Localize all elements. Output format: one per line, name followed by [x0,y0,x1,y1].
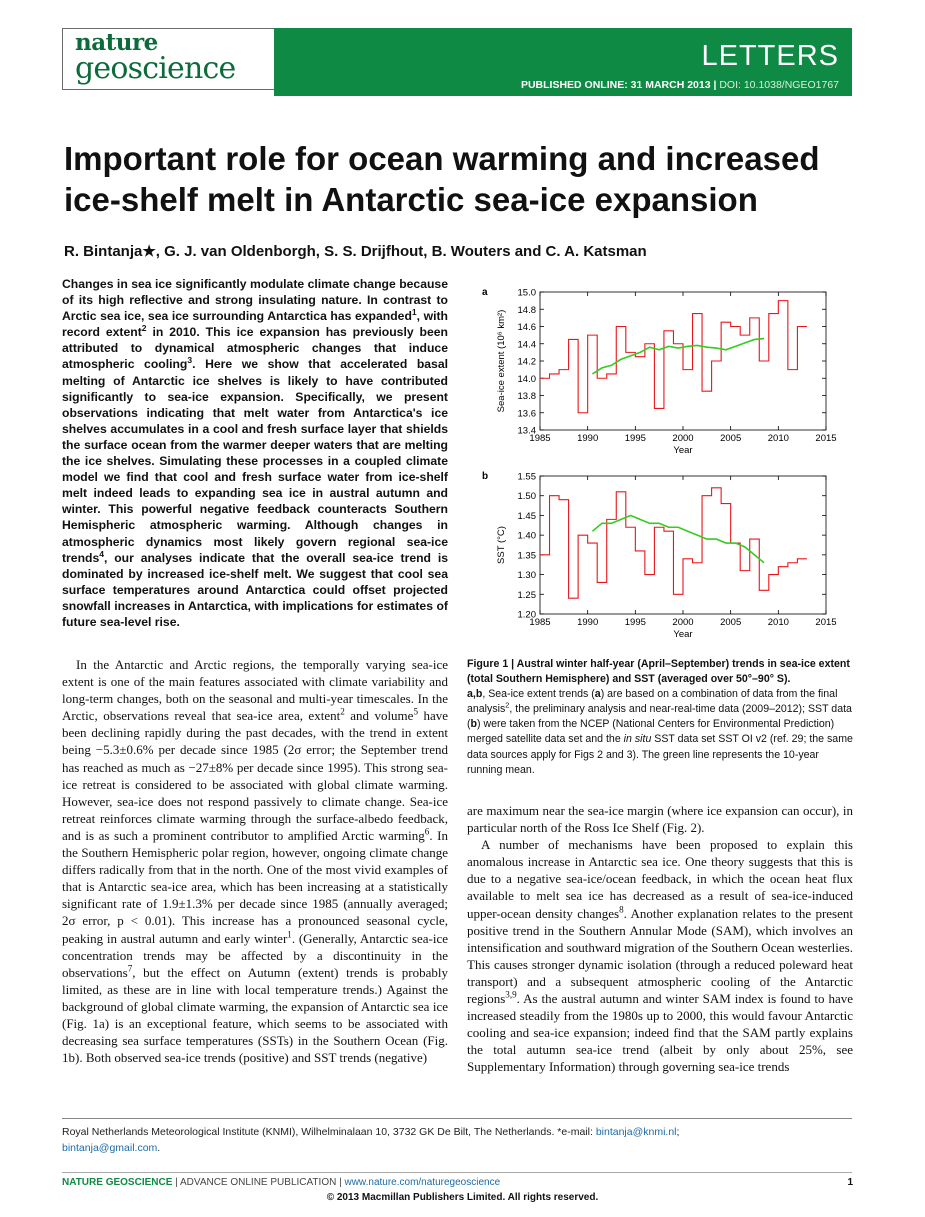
author-list: R. Bintanja★, G. J. van Oldenborgh, S. S. Drijfhout, B. Wouters and C. A. Katsman [64,243,647,260]
page-footer [62,1177,500,1188]
y-tick-label: 1.35 [517,550,536,562]
abstract-text: , with record extent [62,309,448,340]
panel-b [482,471,837,640]
footnote-divider [62,1118,852,1119]
series-annual-step-line [540,488,807,598]
body-text: have been declining rapidly during the past decades, with the trend in extent being −5.3±0.6% per decade since 1985 (2σ error; the September trend has reached as much as −27±8% per decade since 1995). This strong sea-ice retreat is considered to be associated with global climate warming. However, sea-ice does not respond passively to climate change. Sea-ice retreat reinforces climate warming through the surface-albedo feedback, and is as such a prominent contributor to amplified Arctic warming [62,708,449,843]
y-axis-label: SST (°C) [496,526,507,564]
body-text: . Another explanation relates to the present positive trend in the Southern Annular Mode (SAM), which involves an intensification and southward migration of the Southern Ocean westerlies. This causes stronger dynamic isolation (through a reduced poleward heat transport) and a subsequent atmospheric cooling of the Antarctic regions [467,905,853,1007]
abstract-text: , our analyses indicate that the overall sea-ice trend is dominated by increased ice-shelf melt. We suggest that cool sea surface temperatures around Antarctica could offset projected snowfall increases in Antarctica, with implications for estimates of future sea-level rise. [62,550,448,629]
separator: ; [676,1126,680,1138]
y-tick-label: 1.25 [517,589,536,601]
y-axis-label: Sea-ice extent (10⁶ km²) [496,309,507,413]
caption-title: Figure 1 | Austral winter half-year (April–September) trends in sea-ice extent (total Southern Hemisphere) and SST (averaged over 50°–90° S). [467,658,850,686]
body-text: In the Antarctic and Arctic regions, the temporally varying sea-ice extent is one of the main features associated with climate variability and long-term changes, both on the seasonal and multi-year timescales. In the Arctic, observations reveal that sea-ice area, extent [62,657,448,724]
body-text: and volume [344,708,414,724]
doi-link[interactable]: DOI: 10.1038/NGEO1767 [719,79,839,91]
y-tick-label: 1.40 [517,530,536,542]
published-date: PUBLISHED ONLINE: 31 MARCH 2013 [520,79,711,91]
y-tick-label: 1.20 [517,609,536,621]
x-tick-label: 1985 [529,433,551,444]
body-column-left [62,656,448,1066]
copyright-notice: © 2013 Macmillan Publishers Limited. All rights reserved. [326,1192,599,1203]
x-tick-label: 2000 [672,433,694,444]
y-tick-label: 14.0 [517,373,536,385]
x-tick-label: 2005 [720,617,742,628]
body-text: , but the effect on Autumn (extent) trends is probably limited, as these are in line with local temperature trends.) Against the background of global climate warming, the expansion of Antarctic sea ice (Fig. 1a) is an exceptional feature, which seems to be associated with decreasing sea surface temperatures (SSTs) in the Southern Ocean (Fig. 1b). Both observed sea-ice trends (positive) and SST trends (negative) [62,964,448,1066]
paragraph [467,802,853,836]
x-tick-label: 2015 [815,617,837,628]
paragraph [62,656,448,1066]
x-tick-label: 2000 [672,617,694,628]
section-label: LETTERS [701,40,839,72]
footer-divider [62,1172,852,1173]
citation-ref[interactable]: 2 [141,323,147,334]
panel-a [482,287,837,456]
x-tick-label: 1990 [577,433,599,444]
y-tick-label: 1.30 [517,570,536,582]
panel-label: a [482,287,488,298]
body-text: . As the austral autumn and winter SAM index is found to have increased steadily from the 1980s up to 2000, this would favour Antarctic cooling and sea-ice expansion; indeed find that the SAM partly explains the total autumn sea-ice trend (albeit by only about 25%, see Supplementary Information) through governing sea-ice trends [467,991,853,1075]
series-annual-step-line [540,301,807,413]
x-tick-label: 1995 [624,617,646,628]
paragraph [467,836,853,1075]
affiliation-footnote [62,1124,852,1156]
abstract-text: Changes in sea ice significantly modulate climate change because of its high reflective and strong insulating nature. In contrast to Arctic sea ice, sea ice surrounding Antarctica has expanded [62,277,448,324]
citation-ref[interactable]: 2 [340,706,345,717]
x-tick-label: 1985 [529,617,551,628]
citation-ref[interactable]: 1 [287,929,292,940]
logo-text-geoscience: geoscience [75,51,236,86]
citation-ref[interactable]: 2 [505,700,510,710]
panel-label: b [482,471,489,482]
caption-text: ) were taken from the NCEP (National Centers for Environmental Prediction) merged satellite data set and the [467,718,835,746]
footer-journal: NATURE GEOSCIENCE [62,1177,173,1188]
series-running-mean-line [592,515,764,562]
x-axis-label: Year [673,629,693,640]
figure-caption [467,657,853,778]
figure-1 [467,278,853,650]
email-link[interactable]: bintanja@knmi.nl [595,1126,677,1138]
abstract-text: . Here we show that accelerated basal melting of Antarctic ice shelves is likely to have contributed significantly to sea-ice expansion. Specifically, we present observations indicating that melt water from Antarctica's ice shelves accumulates in a cool and fresh surface layer that shields the surface ocean from the warmer deeper waters that are melting the ice shelves. Simulating these processes in a coupled climate model we find that cool and fresh surface water from ice-shelf melt indeed leads to expanding sea ice in austral autumn and winter. This powerful negative feedback counteracts Southern Hemispheric atmospheric warming. Although changes in atmospheric dynamics most likely govern regional sea-ice trends [62,357,449,565]
journal-logo [62,28,276,90]
citation-ref[interactable]: 8 [619,904,624,915]
footer-pub: | ADVANCE ONLINE PUBLICATION | [172,1177,345,1188]
body-text: . In the Southern Hemispheric polar region, however, ongoing climate change differs radically from that in the north. One of the most vivid examples of that is Antarctic sea-ice area, which has been increasing at a statistically significant rate of 1.9±1.3% per decade since 1985 (annually averaged; 2σ error, p < 0.01). This increase has a pronounced seasonal cycle, peaking in austral autumn and early winter [62,827,448,946]
body-text: A number of mechanisms have been proposed to explain this anomalous increase in Antarctic sea ice. One theory suggests that this is due to a negative sea-ice/ocean feedback, in which the ocean heat flux available to melt sea ice has decreased as a result of sea-ice-induced upper-ocean density changes [467,837,853,921]
x-axis-label: Year [673,445,693,456]
y-tick-label: 1.55 [517,471,536,483]
logo-text-nature: nature [75,29,158,56]
caption-italic: in situ [623,733,652,746]
abstract [62,276,448,630]
punctuation: . [157,1142,161,1154]
x-tick-label: 1995 [624,433,646,444]
y-tick-label: 14.4 [517,339,536,351]
y-tick-label: 14.6 [517,322,536,333]
body-text: are maximum near the sea-ice margin (where ice expansion can occur), in particular north of the Ross Ice Shelf (Fig. 2). [467,803,853,836]
x-tick-label: 2015 [815,433,837,444]
caption-panel-ref: b [470,718,478,731]
citation-ref[interactable]: 6 [424,826,430,837]
abstract-text: in 2010. This ice expansion has previously been attributed to dynamical atmospheric changes that induce atmospheric cooling [62,325,448,372]
y-tick-label: 13.4 [517,425,536,437]
citation-ref[interactable]: 7 [127,963,133,974]
email-link[interactable]: bintanja@gmail.com [62,1142,158,1154]
footer-url-link[interactable]: www.nature.com/naturegeoscience [344,1177,501,1188]
header-banner [274,28,852,96]
y-tick-label: 1.50 [517,491,536,503]
x-tick-label: 2005 [720,433,742,444]
y-tick-label: 15.0 [517,287,536,299]
y-tick-label: 14.8 [517,304,536,316]
y-tick-label: 1.45 [517,510,536,522]
page-number: 1 [847,1177,853,1188]
citation-ref[interactable]: 1 [411,307,417,318]
citation-ref[interactable]: 3 [187,355,193,366]
y-tick-label: 14.2 [517,356,536,368]
caption-panel-ref: a,b [467,688,483,701]
x-tick-label: 2010 [767,433,789,444]
caption-text: , the preliminary analysis and near-real-time data (2009–2012); SST data ( [467,703,852,731]
caption-panel-ref: a [594,688,601,701]
publication-info [521,79,839,91]
body-text: . (Generally, Antarctic sea-ice concentration trends may be affected by a discontinuity in the observations [62,930,448,980]
x-tick-label: 2010 [767,617,789,628]
y-tick-label: 13.8 [517,391,536,402]
citation-ref[interactable]: 4 [99,548,104,559]
caption-text: ) are based on a combination of data from the final analysis [467,688,838,716]
article-title: Important role for ocean warming and increased ice-shelf melt in Antarctic sea-ice expansion [64,140,820,218]
separator: | [710,79,720,91]
x-tick-label: 1990 [577,617,599,628]
caption-text: SST data set SST OI v2 (ref. 29; the same data sources apply for Figs 2 and 3). The green line represents the 10-year running mean. [467,733,853,776]
citation-ref[interactable]: 5 [413,706,418,717]
citation-ref[interactable]: 3,9 [505,989,517,1000]
caption-text: , Sea-ice extent trends ( [482,688,595,701]
affiliation-text: Royal Netherlands Meteorological Institute (KNMI), Wilhelminalaan 10, 3732 GK De Bilt, The Netherlands. *e-mail: [62,1126,596,1138]
y-tick-label: 13.6 [517,408,536,420]
body-column-right [467,802,853,1076]
